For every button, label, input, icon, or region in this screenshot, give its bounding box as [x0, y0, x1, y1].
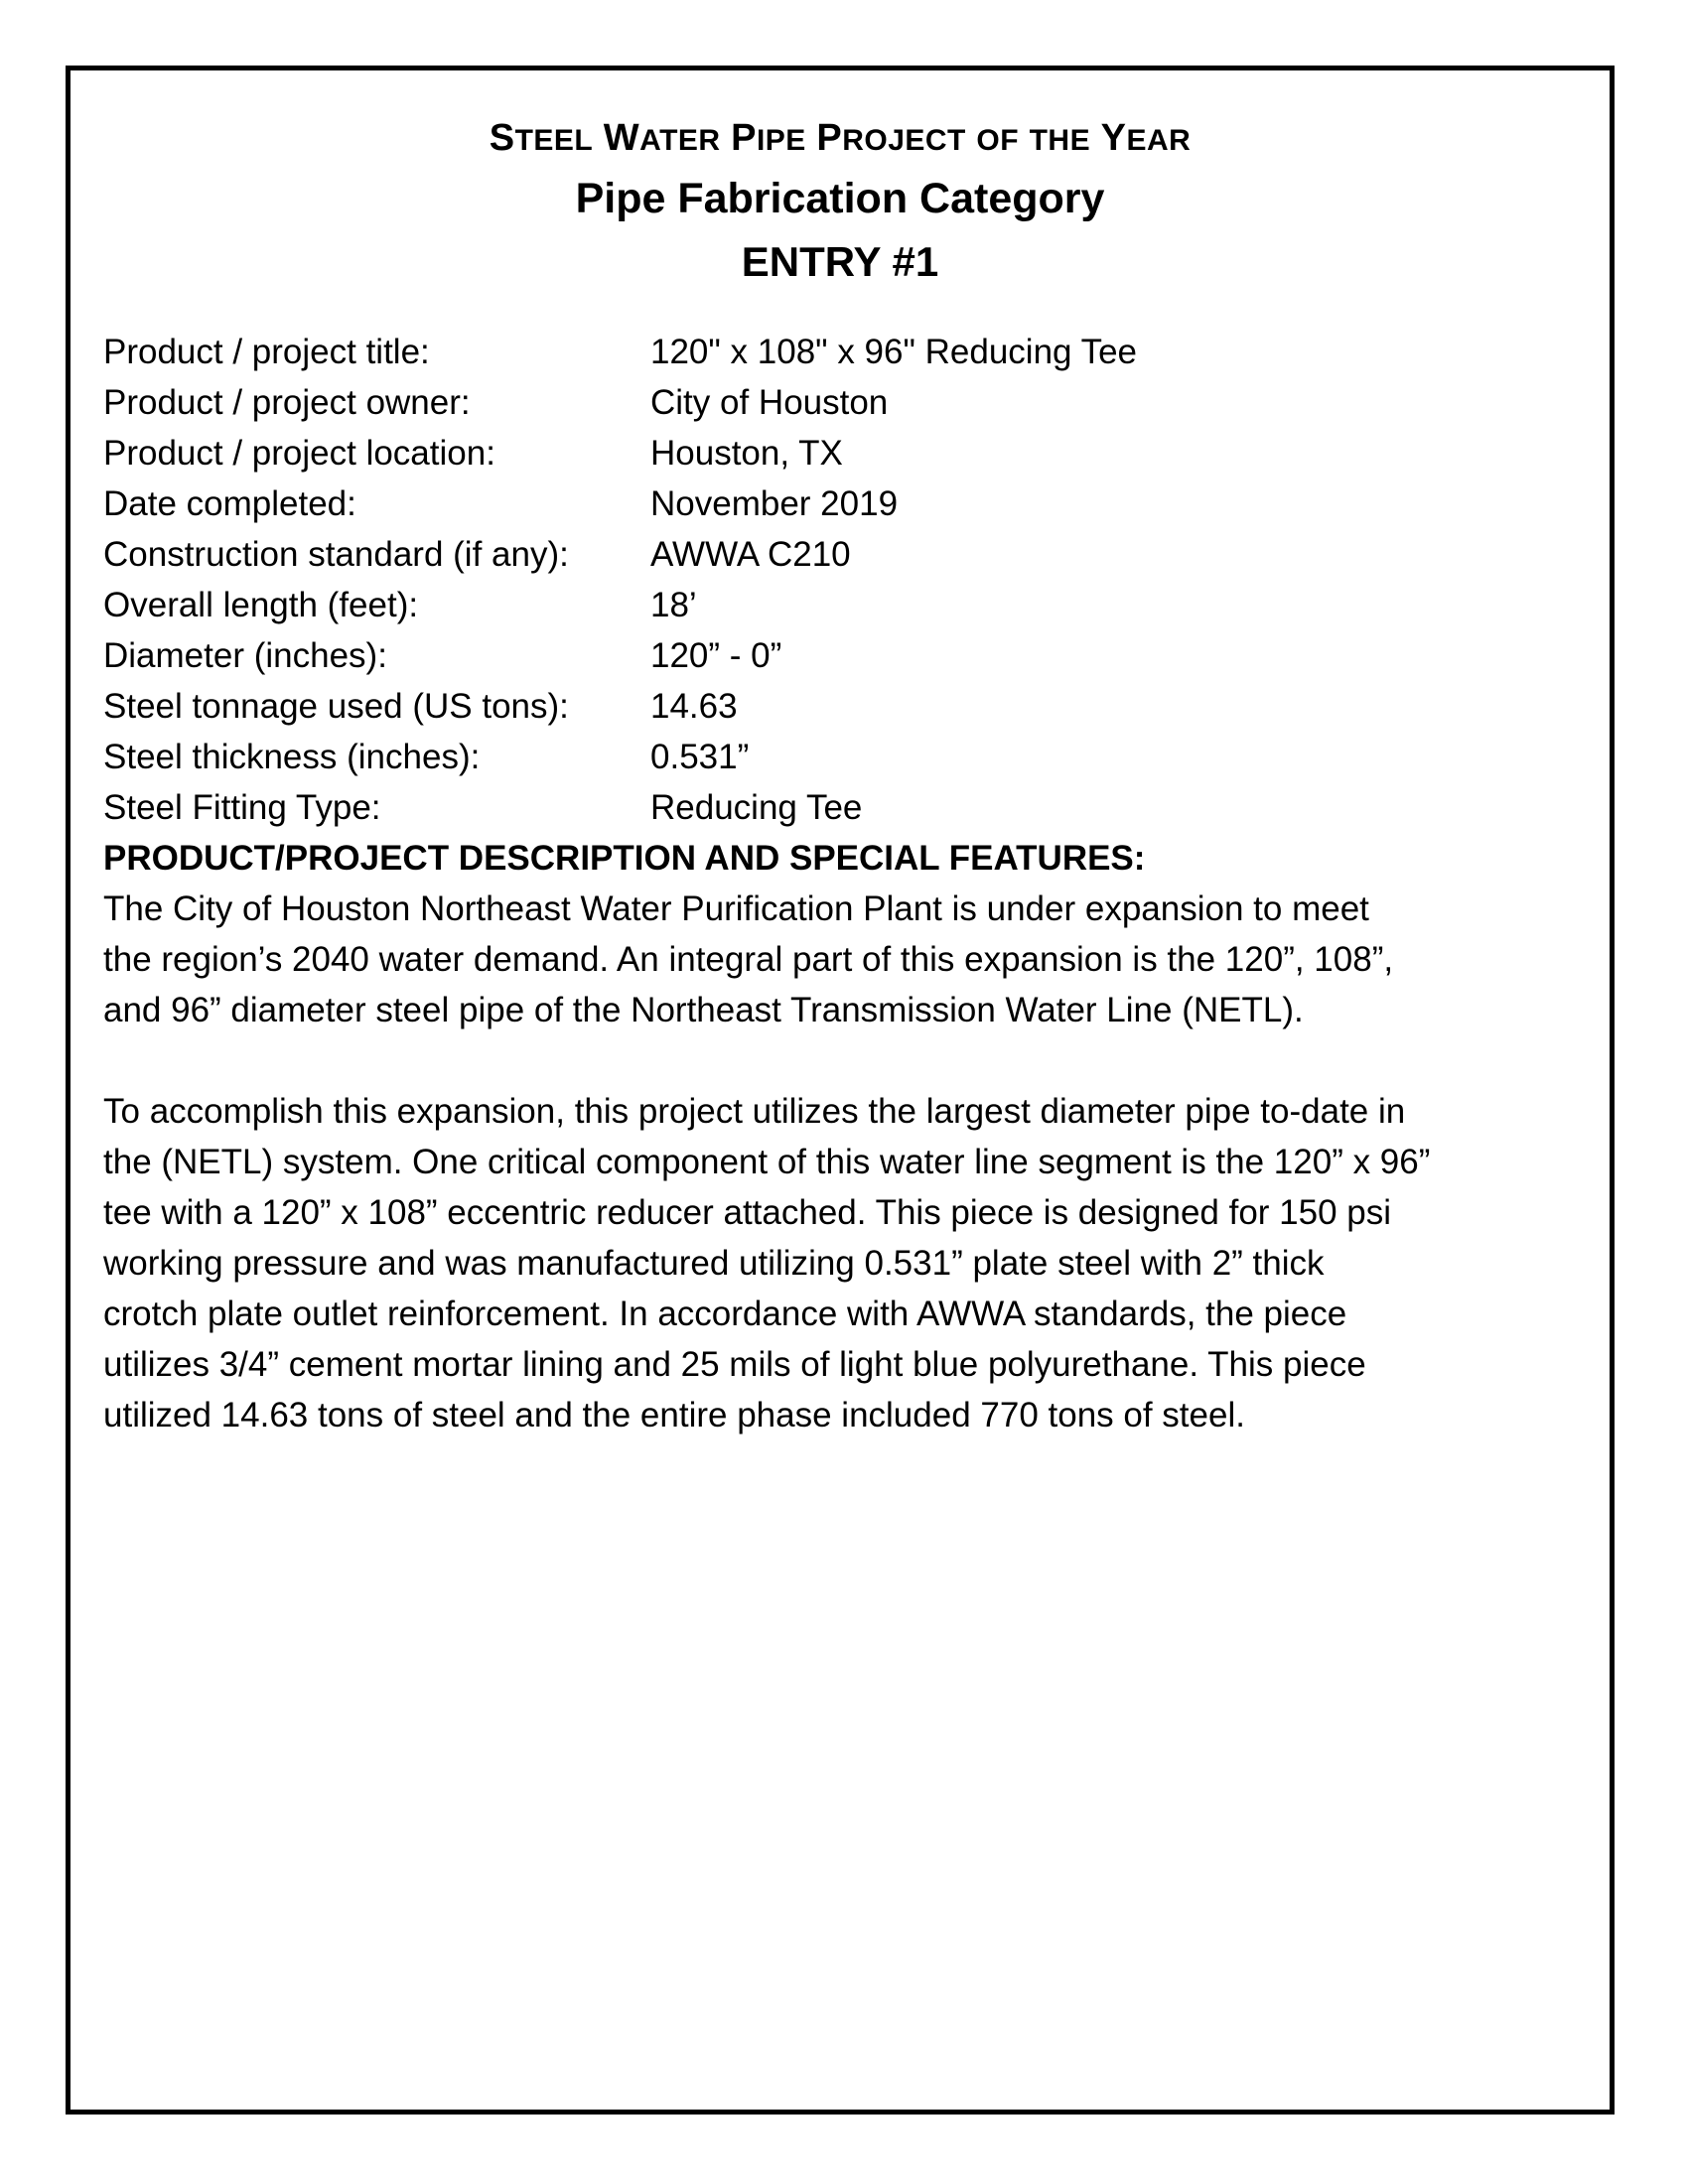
field-label: Steel tonnage used (US tons): [103, 687, 569, 726]
text-line: tee with a 120” x 108” eccentric reducer attached. This piece is designed for 150 psi [103, 1193, 1392, 1232]
field-value: 14.63 [650, 687, 738, 726]
category-title: Pipe Fabrication Category [575, 175, 1105, 222]
document-border [66, 66, 1615, 2115]
field-label: Overall length (feet): [103, 586, 419, 624]
text-line: utilizes 3/4” cement mortar lining and 25 mils of light blue polyurethane. This piece [103, 1345, 1366, 1384]
field-row-diameter [103, 630, 1573, 681]
field-row-tonnage [103, 681, 1573, 732]
text-line: the region’s 2040 water demand. An integral part of this expansion is the 120”, 108”, [103, 940, 1394, 979]
project-details [103, 327, 1573, 1440]
text-line: utilized 14.63 tons of steel and the entire phase included 770 tons of steel. [103, 1396, 1245, 1434]
field-value: AWWA C210 [650, 535, 851, 574]
field-label: Steel thickness (inches): [103, 738, 481, 776]
field-row-thickness [103, 732, 1573, 782]
title-word: PIPE [731, 117, 806, 159]
field-row-length [103, 580, 1573, 630]
field-label: Product / project location: [103, 434, 495, 473]
field-label: Diameter (inches): [103, 636, 387, 675]
field-label: Date completed: [103, 484, 356, 523]
title-word: THE [1029, 124, 1091, 157]
description-body [103, 884, 1573, 1440]
field-value: 120" x 108" x 96" Reducing Tee [650, 333, 1138, 371]
description-paragraph [103, 1086, 1573, 1440]
document-header [70, 112, 1610, 294]
field-row-title [103, 327, 1573, 377]
text-line: the (NETL) system. One critical component of this water line segment is the 120” x 96” [103, 1143, 1431, 1181]
field-label: Steel Fitting Type: [103, 788, 381, 827]
entry-number: ENTRY #1 [741, 238, 939, 285]
paragraph-spacer [103, 1035, 1573, 1086]
field-value: November 2019 [650, 484, 899, 523]
description-paragraph [103, 884, 1573, 1035]
field-value: 120” - 0” [650, 636, 782, 675]
description-heading: PRODUCT/PROJECT DESCRIPTION AND SPECIAL FEATURES: [103, 839, 1146, 878]
title-word: WATER [603, 117, 721, 159]
title-word: OF [976, 124, 1020, 157]
field-label: Product / project title: [103, 333, 430, 371]
title-word: PROJECT [816, 117, 966, 159]
title-word: YEAR [1100, 117, 1192, 159]
field-row-standard [103, 529, 1573, 580]
field-label: Construction standard (if any): [103, 535, 569, 574]
field-row-date [103, 478, 1573, 529]
field-value: City of Houston [650, 383, 889, 422]
field-label: Product / project owner: [103, 383, 471, 422]
text-line: crotch plate outlet reinforcement. In accordance with AWWA standards, the piece [103, 1295, 1347, 1333]
field-value: Reducing Tee [650, 788, 863, 827]
text-line: and 96” diameter steel pipe of the Northeast Transmission Water Line (NETL). [103, 991, 1304, 1029]
text-line: To accomplish this expansion, this project utilizes the largest diameter pipe to-date in [103, 1092, 1406, 1131]
field-value: 0.531” [650, 738, 750, 776]
title-word: STEEL [489, 117, 594, 159]
text-line: working pressure and was manufactured utilizing 0.531” plate steel with 2” thick [103, 1244, 1325, 1283]
text-line: The City of Houston Northeast Water Purification Plant is under expansion to meet [103, 889, 1369, 928]
field-row-fitting-type [103, 782, 1573, 833]
page-title [70, 112, 1610, 167]
field-row-location [103, 428, 1573, 478]
field-row-owner [103, 377, 1573, 428]
field-value: Houston, TX [650, 434, 843, 473]
field-value: 18’ [650, 586, 697, 624]
